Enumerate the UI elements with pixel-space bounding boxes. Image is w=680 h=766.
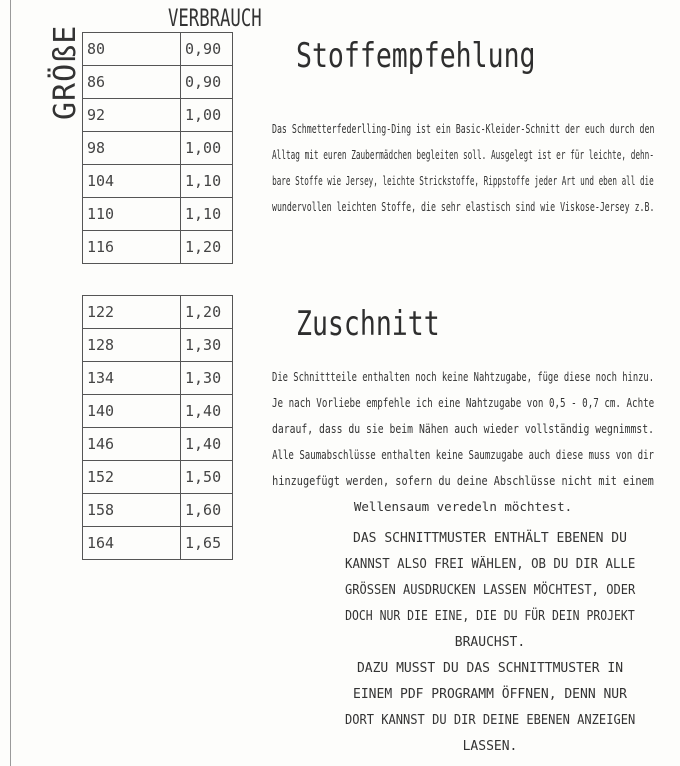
table-row (83, 296, 233, 329)
table-row (83, 461, 233, 494)
size-cell: 110 (83, 198, 181, 231)
amount-cell: 0,90 (181, 33, 233, 66)
amount-cell: 1,30 (181, 329, 233, 362)
amount-cell: 1,40 (181, 395, 233, 428)
amount-cell: 0,90 (181, 66, 233, 99)
fabric-recommendation-title: Stoffempfehlung (296, 36, 536, 76)
amount-cell: 1,20 (181, 231, 233, 264)
size-cell: 122 (83, 296, 181, 329)
text-line: DORT KANNST DU DIR DEINE EBENEN ANZEIGEN (345, 713, 636, 728)
table-row (83, 494, 233, 527)
table-row (83, 395, 233, 428)
table-row (83, 33, 233, 66)
table-row (83, 132, 233, 165)
size-cell: 140 (83, 395, 181, 428)
size-cell: 134 (83, 362, 181, 395)
size-cell: 80 (83, 33, 181, 66)
text-line: DOCH NUR DIE EINE, DIE DU FÜR DEIN PROJEKT (345, 609, 635, 624)
table-row (83, 165, 233, 198)
text-line: Wellensaum veredeln möchtest. (353, 499, 573, 514)
text-line: Alle Saumabschlüsse enthalten keine Saumzugabe auch diese muss von dir (272, 447, 654, 462)
amount-cell: 1,00 (181, 132, 233, 165)
table-row (83, 198, 233, 231)
size-cell: 146 (83, 428, 181, 461)
text-line: DAZU MUSST DU DAS SCHNITTMUSTER IN (356, 661, 624, 676)
text-line: Das Schmetterfederlling-Ding ist ein Basic-Kleider-Schnitt der euch durch den (272, 121, 655, 136)
size-cell: 104 (83, 165, 181, 198)
text-line: GRÖSSEN AUSDRUCKEN LASSEN MÖCHTEST, ODER (345, 583, 636, 598)
amount-cell: 1,20 (181, 296, 233, 329)
text-line: hinzugefügt werden, sofern du deine Abschlüsse nicht mit einem (272, 473, 654, 488)
cutting-title: Zuschnitt (296, 304, 440, 344)
amount-cell: 1,10 (181, 198, 233, 231)
table-row (83, 362, 233, 395)
text-line: darauf, dass du sie beim Nähen auch wieder vollständig wegnimmst. (272, 421, 655, 436)
size-cell: 164 (83, 527, 181, 560)
amount-cell: 1,10 (181, 165, 233, 198)
size-table-2 (82, 295, 233, 560)
table-row (83, 527, 233, 560)
amount-cell: 1,60 (181, 494, 233, 527)
size-cell: 158 (83, 494, 181, 527)
text-line: BRAUCHST. (454, 635, 526, 650)
size-cell: 92 (83, 99, 181, 132)
text-line: KANNST ALSO FREI WÄHLEN, OB DU DIR ALLE (345, 557, 636, 572)
size-cell: 98 (83, 132, 181, 165)
amount-cell: 1,00 (181, 99, 233, 132)
layers-note-text (345, 526, 635, 760)
size-cell: 152 (83, 461, 181, 494)
amount-cell: 1,50 (181, 461, 233, 494)
size-table-1 (82, 32, 233, 264)
size-cell: 128 (83, 329, 181, 362)
size-cell: 86 (83, 66, 181, 99)
table-row (83, 428, 233, 461)
text-line: bare Stoffe wie Jersey, leichte Strickstoffe, Rippstoffe jeder Art und eben all die (272, 173, 654, 188)
text-line: Die Schnittteile enthalten noch keine Nahtzugabe, füge diese noch hinzu. (272, 369, 655, 384)
text-line: LASSEN. (462, 739, 518, 754)
table-row (83, 99, 233, 132)
cutting-text (272, 364, 654, 520)
size-cell: 116 (83, 231, 181, 264)
fabric-recommendation-text (272, 116, 654, 220)
amount-cell: 1,30 (181, 362, 233, 395)
table-row (83, 329, 233, 362)
table-row (83, 66, 233, 99)
amount-cell: 1,40 (181, 428, 233, 461)
text-line: Alltag mit euren Zaubermädchen begleiten soll. Ausgelegt ist er für leichte, dehn- (272, 147, 654, 162)
left-margin-line (10, 0, 11, 766)
table-row (83, 231, 233, 264)
text-line: DAS SCHNITTMUSTER ENTHÄLT EBENEN DU (353, 531, 627, 546)
consumption-header: VERBRAUCH (168, 4, 262, 32)
text-line: Je nach Vorliebe empfehle ich eine Nahtzugabe von 0,5 - 0,7 cm. Achte (272, 395, 655, 410)
text-line: EINEM PDF PROGRAMM ÖFFNEN, DENN NUR (353, 687, 627, 702)
amount-cell: 1,65 (181, 527, 233, 560)
size-header: GRÖßE (48, 24, 83, 120)
text-line: wundervollen leichten Stoffe, die sehr elastisch sind wie Viskose-Jersey z.B. (272, 199, 655, 214)
